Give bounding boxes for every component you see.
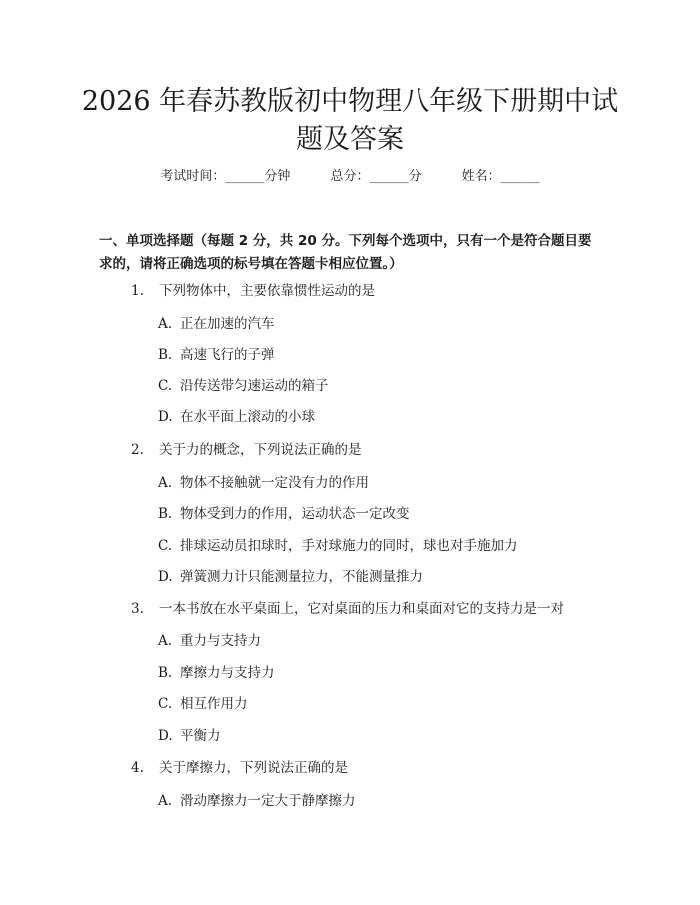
question-number: 4. bbox=[131, 760, 144, 776]
page-title-line-2: 题及答案 bbox=[296, 124, 404, 155]
option-letter: B. bbox=[158, 347, 173, 363]
option-letter: D. bbox=[158, 728, 173, 744]
question-1-option-b bbox=[158, 345, 275, 365]
question-2-option-c bbox=[158, 536, 518, 556]
question-2 bbox=[131, 440, 362, 460]
option-text: 高速飞行的子弹 bbox=[180, 347, 275, 363]
option-letter: A. bbox=[158, 793, 173, 809]
option-text: 沿传送带匀速运动的箱子 bbox=[180, 378, 329, 394]
option-text: 物体受到力的作用，运动状态一定改变 bbox=[180, 506, 410, 522]
option-letter: A. bbox=[158, 633, 173, 649]
question-2-option-b bbox=[158, 504, 410, 524]
exam-time-field: 考试时间：______分钟 bbox=[160, 169, 291, 184]
page-title-line-1: 2026 年春苏教版初中物理八年级下册期中试 bbox=[81, 86, 619, 117]
question-1-option-c bbox=[158, 376, 329, 396]
option-text: 相互作用力 bbox=[180, 696, 248, 712]
question-text: 一本书放在水平桌面上，它对桌面的压力和桌面对它的支持力是一对 bbox=[159, 601, 564, 617]
option-text: 排球运动员扣球时，手对球施力的同时，球也对手施加力 bbox=[180, 538, 518, 554]
option-text: 重力与支持力 bbox=[180, 633, 261, 649]
question-3-option-c bbox=[158, 694, 248, 714]
question-2-option-d bbox=[158, 567, 423, 587]
question-number: 1. bbox=[131, 283, 144, 299]
question-3 bbox=[131, 599, 564, 619]
question-text: 关于摩擦力，下列说法正确的是 bbox=[159, 760, 348, 776]
option-letter: C. bbox=[158, 378, 173, 394]
question-4 bbox=[131, 758, 348, 778]
section-heading-line-2: 求的，请将正确选项的标号填在答题卡相应位置。） bbox=[99, 256, 403, 272]
option-letter: C. bbox=[158, 696, 173, 712]
question-text: 关于力的概念，下列说法正确的是 bbox=[159, 442, 362, 458]
question-1-option-d bbox=[158, 407, 315, 427]
question-3-option-a bbox=[158, 631, 261, 651]
student-name-field: 姓名：______ bbox=[461, 169, 540, 184]
question-1 bbox=[131, 281, 375, 301]
option-letter: C. bbox=[158, 538, 173, 554]
exam-meta-line bbox=[60, 167, 640, 187]
question-number: 2. bbox=[131, 442, 144, 458]
option-text: 弹簧测力计只能测量拉力，不能测量推力 bbox=[180, 569, 423, 585]
option-letter: D. bbox=[158, 569, 173, 585]
option-text: 在水平面上滚动的小球 bbox=[180, 409, 315, 425]
question-number: 3. bbox=[131, 601, 144, 617]
question-text: 下列物体中，主要依靠惯性运动的是 bbox=[159, 283, 375, 299]
total-score-field: 总分：______分 bbox=[330, 169, 422, 184]
question-4-option-a bbox=[158, 791, 356, 811]
option-text: 滑动摩擦力一定大于静摩擦力 bbox=[180, 793, 356, 809]
option-text: 物体不接触就一定没有力的作用 bbox=[180, 475, 369, 491]
option-letter: D. bbox=[158, 409, 173, 425]
option-letter: B. bbox=[158, 665, 173, 681]
section-heading-line-1: 一、单项选择题（每题 2 分，共 20 分。下列每个选项中，只有一个是符合题目要 bbox=[99, 233, 592, 249]
question-1-option-a bbox=[158, 314, 275, 334]
option-letter: A. bbox=[158, 316, 173, 332]
option-letter: B. bbox=[158, 506, 173, 522]
option-letter: A. bbox=[158, 475, 173, 491]
option-text: 正在加速的汽车 bbox=[180, 316, 275, 332]
question-3-option-b bbox=[158, 663, 275, 683]
question-2-option-a bbox=[158, 473, 369, 493]
question-3-option-d bbox=[158, 726, 221, 746]
option-text: 平衡力 bbox=[180, 728, 221, 744]
option-text: 摩擦力与支持力 bbox=[180, 665, 275, 681]
